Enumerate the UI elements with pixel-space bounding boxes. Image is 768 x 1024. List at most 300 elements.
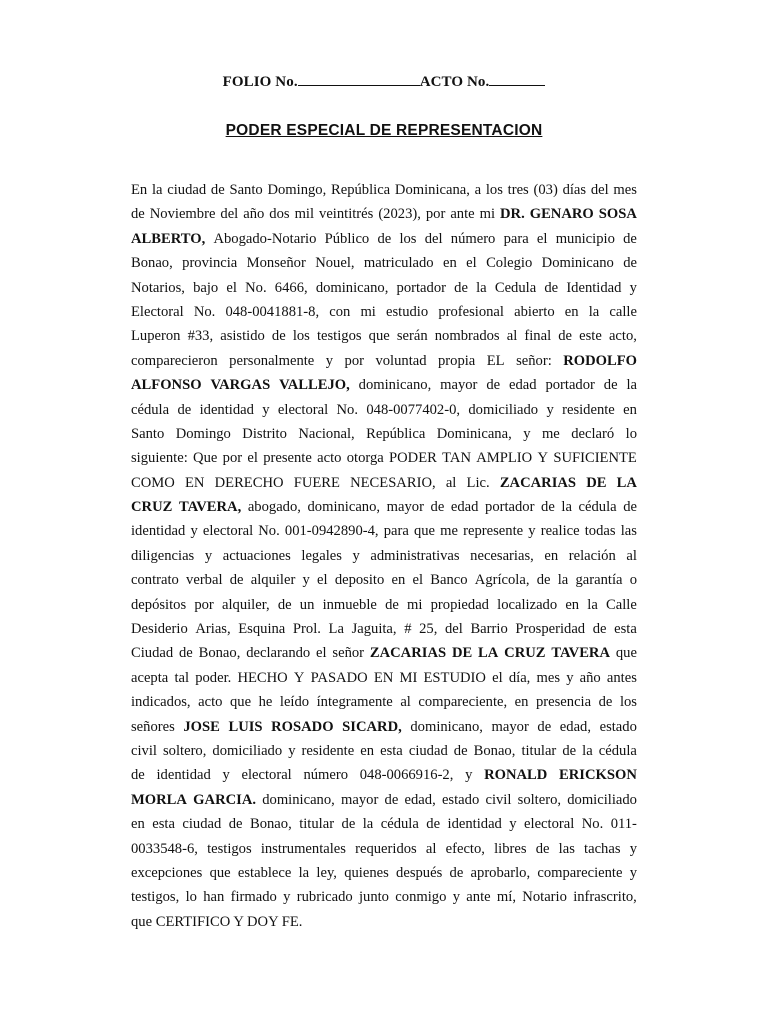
bold-text: ROSADO: [271, 718, 334, 735]
body-text: otorga: [346, 450, 384, 467]
body-text: Arias,: [195, 621, 231, 638]
body-text: de: [558, 328, 573, 345]
body-text: Agrícola,: [474, 572, 530, 589]
body-text: este: [579, 328, 602, 345]
body-text: del: [424, 230, 443, 247]
body-text: #: [404, 621, 412, 638]
body-text: y: [283, 889, 291, 906]
body-text: dominicano,: [358, 377, 432, 394]
body-text: la: [588, 303, 600, 320]
body-text: junto: [358, 889, 389, 906]
body-line: [131, 812, 637, 836]
body-text: Bonao,: [198, 645, 241, 662]
bold-text: ERICKSON: [559, 767, 637, 784]
body-text: FUERE: [293, 474, 340, 491]
body-text: Monseñor: [246, 255, 306, 272]
body-text: alquiler: [250, 572, 296, 589]
body-text: No.: [581, 816, 604, 833]
body-text: dominicano,: [410, 718, 483, 735]
body-text: testigos: [207, 840, 252, 857]
body-text: Bonao,: [473, 742, 516, 759]
body-text: Público: [324, 230, 370, 247]
body-text: y: [629, 840, 637, 857]
body-text: diligencias: [131, 547, 195, 564]
body-text: presencia: [535, 694, 592, 711]
body-text: que: [368, 328, 390, 345]
body-line: [131, 715, 637, 739]
body-text: y: [566, 669, 574, 686]
body-text: y: [262, 401, 270, 418]
body-text: La: [328, 621, 344, 638]
body-text: de: [277, 596, 292, 613]
bold-text: RONALD: [484, 767, 548, 784]
body-text: el: [317, 572, 328, 589]
body-text: de: [486, 377, 501, 394]
body-text: lo: [185, 889, 197, 906]
bold-text: DR.: [500, 206, 525, 223]
bold-text: GENARO: [529, 206, 594, 223]
body-text: depósitos: [131, 596, 187, 613]
body-text: #33,: [187, 328, 214, 345]
body-text: por: [344, 352, 364, 369]
body-text: estudio: [386, 303, 429, 320]
body-text: de: [385, 596, 399, 613]
body-text: DERECHO: [214, 474, 284, 491]
body-text: y: [629, 864, 637, 881]
body-text: República: [366, 425, 426, 442]
body-text: al: [506, 328, 518, 345]
body-text: 25,: [419, 621, 438, 638]
body-text: alquiler,: [221, 596, 270, 613]
body-text: ciudad: [182, 816, 222, 833]
body-text: firmado: [230, 889, 277, 906]
body-text: (2023),: [378, 206, 421, 223]
body-text: tal: [174, 669, 190, 686]
body-text: dominicano,: [307, 499, 381, 516]
body-text: en: [360, 742, 375, 759]
body-text: libres: [494, 840, 527, 857]
body-text: Santo: [131, 425, 165, 442]
body-line: [131, 568, 637, 592]
body-text: domiciliado: [567, 791, 637, 808]
body-text: y: [452, 889, 460, 906]
body-line: [131, 690, 637, 714]
body-text: cédula: [578, 499, 617, 516]
body-text: Bonao,: [131, 255, 173, 272]
body-text: del: [444, 621, 463, 638]
body-text: portador: [396, 279, 446, 296]
body-text: Y: [293, 669, 305, 686]
body-text: edad,: [559, 718, 591, 735]
body-text: para: [383, 523, 409, 540]
body-text: profesional: [438, 303, 504, 320]
body-text: provincia: [182, 255, 238, 272]
body-text: el: [412, 572, 424, 589]
body-text: año: [243, 206, 265, 223]
body-text: y: [352, 547, 360, 564]
body-text: No.: [336, 401, 359, 418]
body-text: propia: [438, 352, 476, 369]
body-text: poder.: [195, 669, 232, 686]
body-text: nombrados: [434, 328, 500, 345]
body-text: cédula: [598, 742, 637, 759]
bold-text: RODOLFO: [563, 352, 637, 369]
body-text: de: [562, 742, 577, 759]
body-text: ciudad: [167, 182, 207, 198]
body-text: de: [454, 279, 468, 296]
body-text: domiciliado: [468, 401, 539, 418]
body-text: de: [592, 621, 607, 638]
body-line: [131, 422, 637, 446]
body-text: testigos,: [131, 889, 180, 906]
body-text: y: [190, 523, 198, 540]
folio-acto-header: [0, 73, 768, 91]
body-line: [131, 910, 637, 934]
body-line: [131, 446, 637, 470]
body-text: residente: [301, 742, 355, 759]
body-text: señores: [131, 718, 175, 735]
body-text: y: [629, 279, 637, 296]
body-text: siguiente:: [131, 450, 188, 467]
document-body: [131, 178, 637, 934]
body-text: identidad: [131, 523, 186, 540]
body-text: mi: [360, 303, 376, 320]
body-text: el: [536, 230, 548, 247]
body-text: Domingo: [175, 425, 231, 442]
body-text: lo: [625, 425, 637, 442]
body-text: días: [562, 182, 587, 198]
body-line: [131, 471, 637, 495]
bold-text: LUIS: [228, 718, 263, 735]
body-text: declarando: [246, 645, 311, 662]
body-text: en: [544, 547, 559, 564]
body-text: indicados,: [131, 694, 191, 711]
body-text: de: [598, 694, 613, 711]
body-text: de: [210, 182, 225, 198]
body-text: de: [384, 791, 399, 808]
body-text: la: [298, 864, 310, 881]
bold-text: ALFONSO: [131, 377, 202, 394]
body-text: electoral: [202, 523, 254, 540]
body-text: TAN: [442, 450, 471, 467]
body-line: [131, 739, 637, 763]
body-text: después: [396, 864, 443, 881]
body-text: en: [391, 572, 406, 589]
body-text: el: [226, 279, 237, 296]
body-text: del: [590, 182, 609, 198]
body-text: de: [536, 572, 551, 589]
body-text: y: [325, 352, 334, 369]
body-text: o: [629, 572, 637, 589]
body-text: todas: [584, 523, 616, 540]
body-text: domiciliado: [212, 742, 283, 759]
body-text: y: [288, 742, 296, 759]
bold-text: CRUZ: [504, 645, 546, 662]
body-text: propiedad: [430, 596, 489, 613]
body-text: en: [565, 596, 580, 613]
body-text: realice: [540, 523, 580, 540]
body-text: identidad: [447, 816, 502, 833]
body-line: [131, 178, 637, 202]
bold-text: TAVERA,: [178, 499, 242, 516]
body-text: mi: [407, 596, 423, 613]
body-text: señor: [332, 645, 365, 662]
body-text: EN: [373, 669, 394, 686]
body-text: de: [179, 645, 193, 662]
body-text: administrativas: [370, 547, 460, 564]
body-text: de: [426, 816, 441, 833]
body-text: número: [303, 767, 349, 784]
body-text: 048-0066916-2,: [359, 767, 454, 784]
body-text: instrumentales: [260, 840, 346, 857]
body-text: ESTUDIO: [423, 669, 486, 686]
body-text: de: [603, 377, 618, 394]
body-text: a: [474, 182, 482, 198]
body-text: los: [399, 230, 417, 247]
body-text: de: [541, 499, 555, 516]
body-text: y: [222, 767, 230, 784]
body-text: de: [430, 499, 445, 516]
body-text: ante: [466, 889, 491, 906]
body-text: compareciente: [537, 864, 623, 881]
body-text: de: [271, 328, 286, 345]
body-line: [131, 495, 637, 519]
bold-text: SICARD,: [342, 718, 402, 735]
body-text: mes: [536, 669, 561, 686]
body-text: un: [299, 596, 315, 613]
body-text: edad: [508, 377, 537, 394]
body-line: [131, 276, 637, 300]
body-text: de: [623, 499, 637, 516]
body-text: rubricado: [296, 889, 353, 906]
body-text: titular: [521, 742, 557, 759]
body-line: [131, 324, 637, 348]
body-text: el: [316, 645, 327, 662]
body-text: Desiderio: [131, 621, 188, 638]
body-text: las: [558, 840, 575, 857]
body-text: calle: [609, 303, 637, 320]
body-text: comparecieron: [131, 352, 218, 369]
body-text: que: [209, 864, 231, 881]
body-text: mayor: [440, 377, 478, 394]
body-text: y: [528, 523, 536, 540]
body-text: acepta: [131, 669, 169, 686]
body-text: el: [466, 255, 477, 272]
body-text: Calle: [606, 596, 637, 613]
body-line: [131, 641, 637, 665]
body-line: [131, 373, 637, 397]
body-text: de: [537, 718, 552, 735]
body-text: dominicano,: [262, 791, 335, 808]
body-text: soltero,: [163, 742, 207, 759]
body-text: testigos: [316, 328, 362, 345]
body-text: represente: [463, 523, 524, 540]
body-text: Santo: [229, 182, 263, 198]
body-text: portador: [545, 377, 595, 394]
body-text: Lic.: [466, 474, 490, 491]
body-text: 001-0942890-4,: [284, 523, 379, 540]
body-text: 048-0041881-8,: [225, 303, 320, 320]
body-text: electoral: [524, 816, 575, 833]
body-text: aprobarlo,: [470, 864, 531, 881]
bold-text: MORLA: [131, 791, 187, 808]
body-text: mil: [294, 206, 315, 223]
body-text: de: [229, 572, 244, 589]
body-text: edad: [450, 499, 479, 516]
body-text: ley,: [316, 864, 337, 881]
body-line: [131, 202, 637, 226]
body-text: de: [623, 255, 637, 272]
body-text: Que: [193, 450, 218, 467]
body-text: me: [541, 425, 560, 442]
folio-label: FOLIO No.: [222, 74, 298, 90]
body-text: identidad: [156, 767, 211, 784]
body-text: por: [194, 596, 214, 613]
body-text: legales: [301, 547, 342, 564]
bold-text: LA: [616, 474, 637, 491]
body-text: al: [425, 840, 437, 857]
body-text: quienes: [344, 864, 389, 881]
body-text: Nacional,: [298, 425, 355, 442]
body-text: No.: [258, 523, 280, 540]
body-text: cédula: [131, 401, 170, 418]
body-text: mi: [479, 206, 496, 223]
body-text: Dominicano: [541, 255, 614, 272]
body-text: acto,: [608, 328, 637, 345]
body-text: para: [503, 230, 529, 247]
body-text: deposito: [334, 572, 385, 589]
body-line: [131, 666, 637, 690]
body-line: [131, 398, 637, 422]
body-text: de: [453, 742, 468, 759]
body-line: [131, 617, 637, 641]
body-text: de: [131, 206, 145, 223]
body-text: en: [514, 694, 529, 711]
body-text: NECESARIO,: [350, 474, 436, 491]
body-text: que: [615, 645, 637, 662]
body-text: los: [619, 694, 637, 711]
body-line: [131, 763, 637, 787]
body-text: al: [400, 694, 411, 711]
body-text: mí,: [496, 889, 516, 906]
body-text: en: [131, 816, 145, 833]
body-text: civil: [131, 742, 157, 759]
body-text: Dominicana,: [394, 182, 470, 198]
body-text: COMO: [131, 474, 175, 491]
body-text: garantía: [575, 572, 623, 589]
body-line: [131, 885, 637, 909]
body-line: [131, 519, 637, 543]
body-text: por: [425, 206, 446, 223]
body-text: Prol.: [292, 621, 321, 638]
bold-text: CRUZ: [131, 499, 173, 516]
body-text: identidad: [199, 401, 254, 418]
body-text: inmueble: [322, 596, 377, 613]
body-text: En: [131, 182, 148, 198]
body-text: en: [623, 401, 637, 418]
body-text: los: [292, 328, 310, 345]
body-text: electoral: [241, 767, 292, 784]
body-text: Luperon: [131, 328, 181, 345]
body-text: número: [450, 230, 496, 247]
body-text: SUFICIENTE: [553, 450, 637, 467]
body-text: Noviembre: [149, 206, 216, 223]
body-text: al: [445, 474, 457, 491]
body-text: Domingo,: [267, 182, 327, 198]
body-text: tachas: [584, 840, 621, 857]
body-text: y: [204, 547, 213, 564]
body-text: me: [440, 523, 459, 540]
bold-text: ZACARIAS: [369, 645, 447, 662]
body-text: conmigo: [395, 889, 447, 906]
body-text: cédula: [380, 816, 419, 833]
body-text: y: [546, 401, 554, 418]
body-text: tres: [507, 182, 529, 198]
body-line: [131, 300, 637, 324]
body-text: soltero,: [517, 791, 562, 808]
body-line: [131, 837, 637, 861]
body-text: de: [341, 816, 356, 833]
body-text: acto: [317, 450, 342, 467]
body-text: la: [362, 816, 374, 833]
body-text: veintitrés: [319, 206, 374, 223]
body-text: verbal: [186, 572, 223, 589]
body-text: Electoral: [131, 303, 184, 320]
body-text: Abogado-Notario: [213, 230, 317, 247]
body-text: la: [626, 377, 637, 394]
body-text: asistido: [220, 328, 265, 345]
body-text: y: [302, 572, 310, 589]
body-text: actuaciones: [222, 547, 291, 564]
body-text: Jaguita,: [351, 621, 397, 638]
body-text: serán: [396, 328, 428, 345]
body-text: de: [544, 279, 559, 296]
body-text: la: [587, 596, 598, 613]
body-text: con: [329, 303, 351, 320]
body-text: localizado: [497, 596, 558, 613]
bold-text: VARGAS: [210, 377, 271, 394]
body-text: declaró: [571, 425, 615, 442]
body-text: por: [222, 450, 243, 467]
body-text: PASADO: [310, 669, 368, 686]
acto-number-blank: [489, 73, 545, 86]
body-text: de: [131, 767, 145, 784]
body-text: la: [561, 499, 572, 516]
body-text: Ciudad: [131, 645, 174, 662]
body-text: el: [492, 669, 503, 686]
bold-text: DE: [586, 474, 607, 491]
body-text: y: [523, 425, 531, 442]
body-text: No.: [193, 303, 216, 320]
bold-text: ZACARIAS: [499, 474, 577, 491]
body-text: mayor: [341, 791, 379, 808]
body-text: (03): [533, 182, 558, 198]
body-text: titular: [299, 816, 335, 833]
body-text: de: [623, 230, 637, 247]
body-text: del: [220, 206, 239, 223]
body-line: [131, 861, 637, 885]
body-text: PODER: [389, 450, 437, 467]
body-text: final: [524, 328, 552, 345]
body-text: que: [413, 523, 436, 540]
body-text: municipio: [555, 230, 615, 247]
body-text: de: [535, 840, 550, 857]
body-text: dominicano,: [315, 279, 389, 296]
body-text: en: [442, 255, 457, 272]
body-text: ante: [450, 206, 475, 223]
body-text: en: [564, 303, 579, 320]
body-text: MI: [399, 669, 418, 686]
